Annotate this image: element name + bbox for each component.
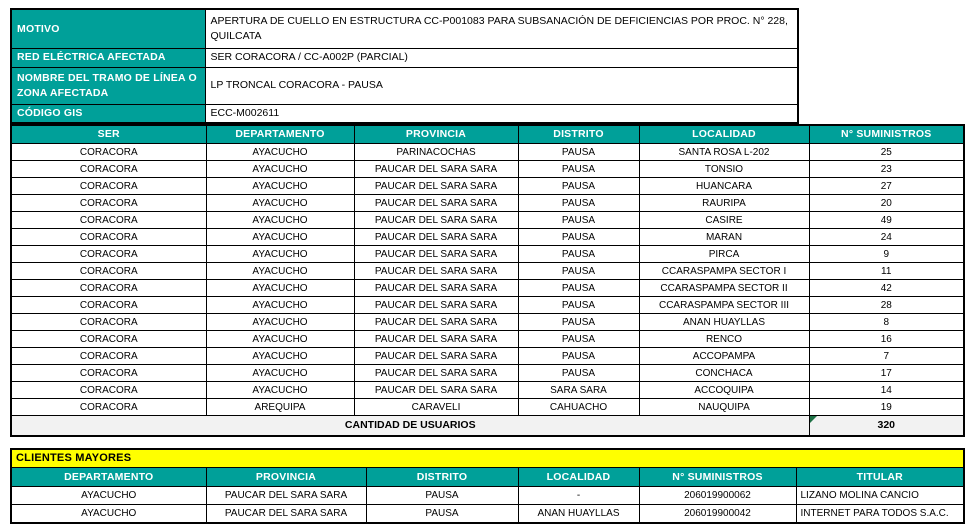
cm-col-header-titular[interactable]: TITULAR — [796, 468, 964, 487]
table-cell[interactable]: 7 — [809, 348, 964, 365]
table-cell[interactable]: AYACUCHO — [206, 365, 354, 382]
table-row — [11, 348, 964, 365]
table-cell[interactable]: 11 — [809, 263, 964, 280]
table-cell[interactable]: CORACORA — [11, 399, 206, 416]
table-cell[interactable]: PAUCAR DEL SARA SARA — [354, 212, 518, 229]
table-cell[interactable]: 17 — [809, 365, 964, 382]
table-row — [11, 331, 964, 348]
table-cell[interactable]: CAHUACHO — [518, 399, 639, 416]
table-row — [11, 246, 964, 263]
table-cell[interactable]: PAUSA — [518, 246, 639, 263]
total-value-cell[interactable] — [809, 416, 964, 436]
cm-col-header-distrito[interactable]: DISTRITO — [366, 468, 518, 487]
table-cell[interactable]: PAUCAR DEL SARA SARA — [354, 314, 518, 331]
excel-error-flag-icon — [810, 416, 817, 423]
table-cell[interactable]: PAUCAR DEL SARA SARA — [354, 161, 518, 178]
motivo-value-cell[interactable]: APERTURA DE CUELLO EN ESTRUCTURA CC-P001083 PARA SUBSANACIÓN DE DEFICIENCIAS POR PROC. N° 228, QUILCATA — [205, 9, 798, 48]
table-cell[interactable]: INTERNET PARA TODOS S.A.C. — [796, 505, 964, 523]
table-cell[interactable]: CASIRE — [639, 212, 809, 229]
suministros-table-body — [11, 144, 964, 416]
table-cell[interactable]: AYACUCHO — [206, 331, 354, 348]
table-row — [11, 399, 964, 416]
suministros-header-row — [11, 125, 964, 144]
info-table — [10, 8, 799, 124]
table-row — [11, 178, 964, 195]
table-cell[interactable]: CORACORA — [11, 263, 206, 280]
table-row — [11, 280, 964, 297]
table-cell[interactable]: CORACORA — [11, 331, 206, 348]
table-cell[interactable]: AYACUCHO — [206, 212, 354, 229]
table-cell[interactable]: NAUQUIPA — [639, 399, 809, 416]
info-row-codigo-gis — [11, 104, 798, 123]
table-cell[interactable]: PAUCAR DEL SARA SARA — [354, 331, 518, 348]
tramo-label-cell[interactable]: NOMBRE DEL TRAMO DE LÍNEA O ZONA AFECTADA — [11, 67, 205, 104]
motivo-label-cell[interactable]: MOTIVO — [11, 9, 205, 48]
table-cell[interactable]: PAUCAR DEL SARA SARA — [354, 382, 518, 399]
table-cell[interactable]: ANAN HUAYLLAS — [518, 505, 639, 523]
table-cell[interactable]: PAUCAR DEL SARA SARA — [354, 246, 518, 263]
table-cell[interactable]: PAUCAR DEL SARA SARA — [354, 229, 518, 246]
table-cell[interactable]: PAUSA — [518, 161, 639, 178]
table-cell[interactable]: PAUSA — [518, 348, 639, 365]
total-row — [11, 416, 964, 436]
table-cell[interactable]: PAUSA — [518, 263, 639, 280]
table-cell[interactable]: AYACUCHO — [206, 280, 354, 297]
table-cell[interactable]: 28 — [809, 297, 964, 314]
table-cell[interactable]: CORACORA — [11, 212, 206, 229]
table-cell[interactable]: PAUSA — [518, 365, 639, 382]
table-cell[interactable]: PIRCA — [639, 246, 809, 263]
table-cell[interactable]: TONSIO — [639, 161, 809, 178]
table-cell[interactable]: CCARASPAMPA SECTOR II — [639, 280, 809, 297]
table-cell[interactable]: 206019900062 — [639, 487, 796, 505]
table-row — [11, 212, 964, 229]
table-row — [11, 314, 964, 331]
col-header-ser[interactable]: SER — [11, 125, 206, 144]
table-cell[interactable]: CORACORA — [11, 382, 206, 399]
table-cell[interactable]: CORACORA — [11, 195, 206, 212]
table-row — [11, 487, 964, 505]
table-cell[interactable]: - — [518, 487, 639, 505]
table-cell[interactable]: CARAVELI — [354, 399, 518, 416]
table-cell[interactable]: PAUSA — [366, 487, 518, 505]
table-row — [11, 229, 964, 246]
clientes-mayores-band — [11, 449, 964, 468]
table-row — [11, 161, 964, 178]
table-cell[interactable]: CORACORA — [11, 280, 206, 297]
table-cell[interactable]: SARA SARA — [518, 382, 639, 399]
total-label-cell[interactable]: CANTIDAD DE USUARIOS — [11, 416, 809, 436]
table-cell[interactable]: 8 — [809, 314, 964, 331]
table-cell[interactable]: RAURIPA — [639, 195, 809, 212]
table-cell[interactable]: PAUSA — [518, 297, 639, 314]
table-cell[interactable]: PAUSA — [518, 212, 639, 229]
table-cell[interactable]: PAUSA — [518, 314, 639, 331]
clientes-mayores-table — [10, 448, 965, 524]
table-cell[interactable]: AYACUCHO — [11, 487, 206, 505]
table-row — [11, 297, 964, 314]
table-cell[interactable]: AYACUCHO — [206, 161, 354, 178]
col-header-localidad[interactable]: LOCALIDAD — [639, 125, 809, 144]
cm-col-header-suministros[interactable]: N° SUMINISTROS — [639, 468, 796, 487]
table-cell[interactable]: 42 — [809, 280, 964, 297]
total-value-text: 320 — [877, 419, 896, 432]
cm-col-header-localidad[interactable]: LOCALIDAD — [518, 468, 639, 487]
table-cell[interactable]: PAUCAR DEL SARA SARA — [206, 487, 366, 505]
table-cell[interactable]: AYACUCHO — [206, 314, 354, 331]
codigo-gis-value-cell[interactable]: ECC-M002611 — [205, 104, 798, 123]
table-cell[interactable]: PAUSA — [518, 331, 639, 348]
codigo-gis-label-cell[interactable]: CÓDIGO GIS — [11, 104, 205, 123]
table-cell[interactable]: 25 — [809, 144, 964, 161]
table-cell[interactable]: 49 — [809, 212, 964, 229]
table-cell[interactable]: AYACUCHO — [206, 144, 354, 161]
table-row — [11, 263, 964, 280]
table-cell[interactable]: PAUSA — [518, 144, 639, 161]
red-electrica-value-cell[interactable]: SER CORACORA / CC-A002P (PARCIAL) — [205, 48, 798, 67]
table-cell[interactable]: AYACUCHO — [206, 178, 354, 195]
table-row — [11, 195, 964, 212]
table-cell[interactable]: 24 — [809, 229, 964, 246]
table-cell[interactable]: PAUSA — [518, 280, 639, 297]
table-cell[interactable]: PAUCAR DEL SARA SARA — [206, 505, 366, 523]
tramo-value-cell[interactable]: LP TRONCAL CORACORA - PAUSA — [205, 67, 798, 104]
table-cell[interactable]: AYACUCHO — [206, 348, 354, 365]
table-cell[interactable]: PAUSA — [518, 178, 639, 195]
table-cell[interactable]: PAUCAR DEL SARA SARA — [354, 365, 518, 382]
table-cell[interactable]: PAUSA — [518, 195, 639, 212]
info-row-motivo — [11, 9, 798, 48]
table-cell[interactable]: CORACORA — [11, 297, 206, 314]
table-cell[interactable]: PAUSA — [518, 229, 639, 246]
table-cell[interactable]: ACCOPAMPA — [639, 348, 809, 365]
table-cell[interactable]: CORACORA — [11, 365, 206, 382]
table-row — [11, 505, 964, 523]
table-cell[interactable]: SANTA ROSA L-202 — [639, 144, 809, 161]
table-cell[interactable]: CORACORA — [11, 161, 206, 178]
table-cell[interactable]: CORACORA — [11, 144, 206, 161]
table-cell[interactable]: PAUCAR DEL SARA SARA — [354, 348, 518, 365]
cm-col-header-departamento[interactable]: DEPARTAMENTO — [11, 468, 206, 487]
table-cell[interactable]: PARINACOCHAS — [354, 144, 518, 161]
table-row — [11, 382, 964, 399]
table-cell[interactable]: CORACORA — [11, 178, 206, 195]
info-row-red-electrica — [11, 48, 798, 67]
table-cell[interactable]: AREQUIPA — [206, 399, 354, 416]
col-header-suministros[interactable]: N° SUMINISTROS — [809, 125, 964, 144]
suministros-table — [10, 124, 965, 437]
table-cell[interactable]: PAUSA — [366, 505, 518, 523]
table-cell[interactable]: CCARASPAMPA SECTOR I — [639, 263, 809, 280]
table-cell[interactable]: HUANCARA — [639, 178, 809, 195]
table-cell[interactable]: AYACUCHO — [206, 382, 354, 399]
table-cell[interactable]: MARAN — [639, 229, 809, 246]
table-row — [11, 365, 964, 382]
table-cell[interactable]: PAUCAR DEL SARA SARA — [354, 195, 518, 212]
table-cell[interactable]: AYACUCHO — [11, 505, 206, 523]
col-header-provincia[interactable]: PROVINCIA — [354, 125, 518, 144]
table-cell[interactable]: CORACORA — [11, 314, 206, 331]
table-cell[interactable]: LIZANO MOLINA CANCIO — [796, 487, 964, 505]
table-cell[interactable]: CORACORA — [11, 229, 206, 246]
table-cell[interactable]: 20 — [809, 195, 964, 212]
table-cell[interactable]: CORACORA — [11, 246, 206, 263]
cm-col-header-provincia[interactable]: PROVINCIA — [206, 468, 366, 487]
table-cell[interactable]: AYACUCHO — [206, 195, 354, 212]
table-cell[interactable]: PAUCAR DEL SARA SARA — [354, 297, 518, 314]
table-cell[interactable]: PAUCAR DEL SARA SARA — [354, 280, 518, 297]
table-cell[interactable]: ANAN HUAYLLAS — [639, 314, 809, 331]
clientes-mayores-title-cell[interactable]: CLIENTES MAYORES — [11, 449, 964, 468]
col-header-distrito[interactable]: DISTRITO — [518, 125, 639, 144]
table-cell[interactable]: AYACUCHO — [206, 263, 354, 280]
table-cell[interactable]: 23 — [809, 161, 964, 178]
info-row-tramo — [11, 67, 798, 104]
clientes-mayores-header-row — [11, 468, 964, 487]
table-cell[interactable]: 14 — [809, 382, 964, 399]
table-cell[interactable]: PAUCAR DEL SARA SARA — [354, 263, 518, 280]
red-electrica-label-cell[interactable]: RED ELÉCTRICA AFECTADA — [11, 48, 205, 67]
table-cell[interactable]: 16 — [809, 331, 964, 348]
table-cell[interactable]: CONCHACA — [639, 365, 809, 382]
table-cell[interactable]: AYACUCHO — [206, 229, 354, 246]
table-cell[interactable]: RENCO — [639, 331, 809, 348]
spreadsheet-region — [10, 8, 965, 524]
table-cell[interactable]: 206019900042 — [639, 505, 796, 523]
col-header-departamento[interactable]: DEPARTAMENTO — [206, 125, 354, 144]
clientes-mayores-table-body — [11, 487, 964, 523]
table-cell[interactable]: ACCOQUIPA — [639, 382, 809, 399]
table-cell[interactable]: CORACORA — [11, 348, 206, 365]
table-row — [11, 144, 964, 161]
table-cell[interactable]: 27 — [809, 178, 964, 195]
table-cell[interactable]: PAUCAR DEL SARA SARA — [354, 178, 518, 195]
table-cell[interactable]: CCARASPAMPA SECTOR III — [639, 297, 809, 314]
table-cell[interactable]: 19 — [809, 399, 964, 416]
table-cell[interactable]: AYACUCHO — [206, 297, 354, 314]
table-cell[interactable]: AYACUCHO — [206, 246, 354, 263]
table-cell[interactable]: 9 — [809, 246, 964, 263]
